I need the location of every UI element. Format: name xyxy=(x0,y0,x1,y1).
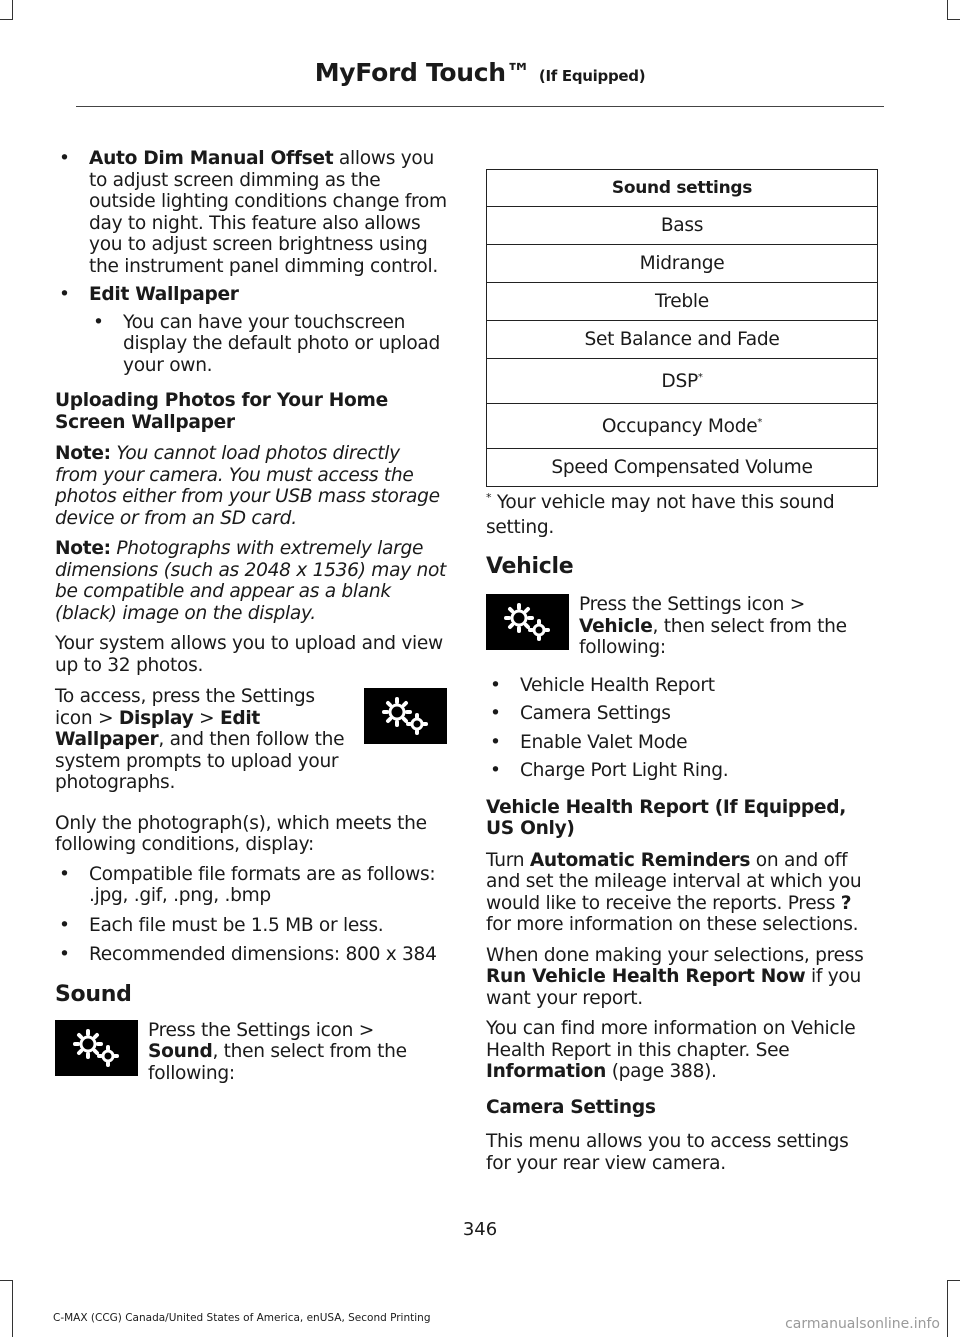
table-row: Speed Compensated Volume xyxy=(487,449,878,487)
sound-label: Sound xyxy=(148,1041,213,1062)
edit-wallpaper-menu: Edit Wallpaper xyxy=(55,707,261,750)
when-done-paragraph xyxy=(486,945,878,1010)
note-1 xyxy=(55,443,447,529)
crop-mark xyxy=(947,19,960,20)
crop-mark xyxy=(947,1280,948,1337)
automatic-reminders-label: Automatic Reminders xyxy=(529,849,751,871)
uploading-heading: Uploading Photos for Your Home Screen Wallpaper xyxy=(55,390,388,433)
vehicle-pre: Press the Settings icon > xyxy=(579,594,805,616)
separator: > xyxy=(193,707,220,729)
header-divider xyxy=(76,106,884,107)
header-subtitle: (If Equipped) xyxy=(538,67,646,85)
list-item xyxy=(55,148,447,277)
sound-heading: Sound xyxy=(55,981,132,1007)
vehicle-label: Vehicle xyxy=(579,615,653,637)
footnote-text: Your vehicle may not have this sound setting. xyxy=(486,492,835,539)
footnote-mark: * xyxy=(486,491,492,504)
gear-icon xyxy=(377,696,435,736)
vehicle-post: , then select from the following: xyxy=(579,615,847,659)
auto-dim-label: Auto Dim Manual Offset xyxy=(89,148,334,169)
find-more-text: You can find more information on Vehicle Health Report in this chapter. See xyxy=(486,1018,856,1061)
find-more-paragraph xyxy=(486,1018,878,1083)
crop-mark xyxy=(12,1280,13,1337)
footnote-mark: * xyxy=(697,371,703,383)
access-pre: To access, press the Settings icon > xyxy=(55,686,315,729)
list-item: • Vehicle Health Report xyxy=(486,675,878,697)
edit-wallpaper-sub: You can have your touchscreen display the default photo or upload your own. xyxy=(123,311,440,376)
help-label: ? xyxy=(840,892,852,914)
gear-icon xyxy=(499,602,557,642)
vhr-text-1: on and off and set the mileage interval at which you would like to receive the reports. Press xyxy=(486,849,862,914)
note-2-text: Photographs with extremely large dimensions (such as 2048 x 1536) may not be compatible and appear as a blank (black) image on the display. xyxy=(55,538,447,624)
crop-mark xyxy=(0,1280,13,1281)
table-row: Bass xyxy=(487,207,878,245)
access-post: , and then follow the system prompts to upload your photographs. xyxy=(55,729,345,793)
table-header: Sound settings xyxy=(487,170,878,207)
access-paragraph xyxy=(55,686,447,794)
sound-paragraph xyxy=(55,1020,447,1085)
list-item: • Each file must be 1.5 MB or less. xyxy=(55,915,447,937)
sound-settings-table xyxy=(486,169,878,487)
list-item: • Enable Valet Mode xyxy=(486,732,878,754)
table-row: Midrange xyxy=(487,245,878,283)
left-column xyxy=(55,148,447,1084)
footer-text: C-MAX (CCG) Canada/United States of America, enUSA, Second Printing xyxy=(53,1312,431,1324)
header-title: MyFord Touch™ xyxy=(314,58,531,87)
auto-dim-text: allows you to adjust screen dimming as the outside lighting conditions change from day to night. This feature also allows you to adjust screen brightness using the instrument panel dimming control. xyxy=(89,148,447,277)
table-cell-text: DSP xyxy=(661,370,698,392)
note-label: Note: xyxy=(55,538,111,559)
conditions-text: Only the photograph(s), which meets the following conditions, display: xyxy=(55,812,427,855)
table-row: Set Balance and Fade xyxy=(487,321,878,359)
when-done-text: When done making your selections, press xyxy=(486,944,864,966)
crop-mark xyxy=(0,19,13,20)
list-item: • Compatible file formats are as follows: .jpg, .gif, .png, .bmp xyxy=(55,864,447,907)
page-header xyxy=(0,58,960,87)
list-item: • Recommended dimensions: 800 x 384 xyxy=(55,944,447,966)
table-cell-text: Occupancy Mode xyxy=(601,415,758,437)
sound-post: , then select from the following: xyxy=(148,1041,407,1084)
sub-list-item xyxy=(55,312,447,377)
footnote xyxy=(486,485,878,540)
page-reference: (page 388). xyxy=(606,1061,717,1083)
settings-gear-icon xyxy=(364,688,447,744)
display-label: Display xyxy=(118,707,194,729)
upload-text: Your system allows you to upload and view up to 32 photos. xyxy=(55,633,443,676)
table-row xyxy=(487,359,878,404)
vehicle-paragraph xyxy=(486,594,878,659)
list-item xyxy=(55,284,447,306)
vhr-turn: Turn xyxy=(486,849,530,871)
vhr-heading: Vehicle Health Report (If Equipped, US Only) xyxy=(486,796,847,840)
table-row: Treble xyxy=(487,283,878,321)
list-item: • Camera Settings xyxy=(486,703,878,725)
information-label: Information xyxy=(486,1061,607,1083)
settings-gear-icon xyxy=(486,594,569,650)
table-row xyxy=(487,404,878,449)
note-label: Note: xyxy=(55,443,111,464)
camera-heading: Camera Settings xyxy=(486,1096,656,1118)
list-item: • Charge Port Light Ring. xyxy=(486,760,878,782)
note-1-text: You cannot load photos directly from your camera. You must access the photos either from your USB mass storage device or from an SD card. xyxy=(55,443,440,529)
vhr-paragraph xyxy=(486,850,878,936)
note-2 xyxy=(55,538,447,624)
crop-mark xyxy=(947,0,948,20)
page-number: 346 xyxy=(462,1219,498,1240)
vhr-text-2: for more information on these selections. xyxy=(486,914,859,936)
footnote-mark: * xyxy=(757,416,763,428)
watermark: carmanualsonline.info xyxy=(785,1316,940,1332)
sound-pre: Press the Settings icon > xyxy=(148,1019,374,1041)
edit-wallpaper-label: Edit Wallpaper xyxy=(89,284,239,305)
gear-icon xyxy=(68,1028,126,1068)
run-report-label: Run Vehicle Health Report Now xyxy=(486,966,806,988)
crop-mark xyxy=(12,0,13,20)
crop-mark xyxy=(947,1280,960,1281)
when-done-text-2: if you want your report. xyxy=(486,966,861,1009)
right-column xyxy=(486,485,878,1174)
settings-gear-icon xyxy=(55,1020,138,1076)
vehicle-heading: Vehicle xyxy=(486,554,574,580)
camera-text: This menu allows you to access settings for your rear view camera. xyxy=(486,1131,849,1174)
